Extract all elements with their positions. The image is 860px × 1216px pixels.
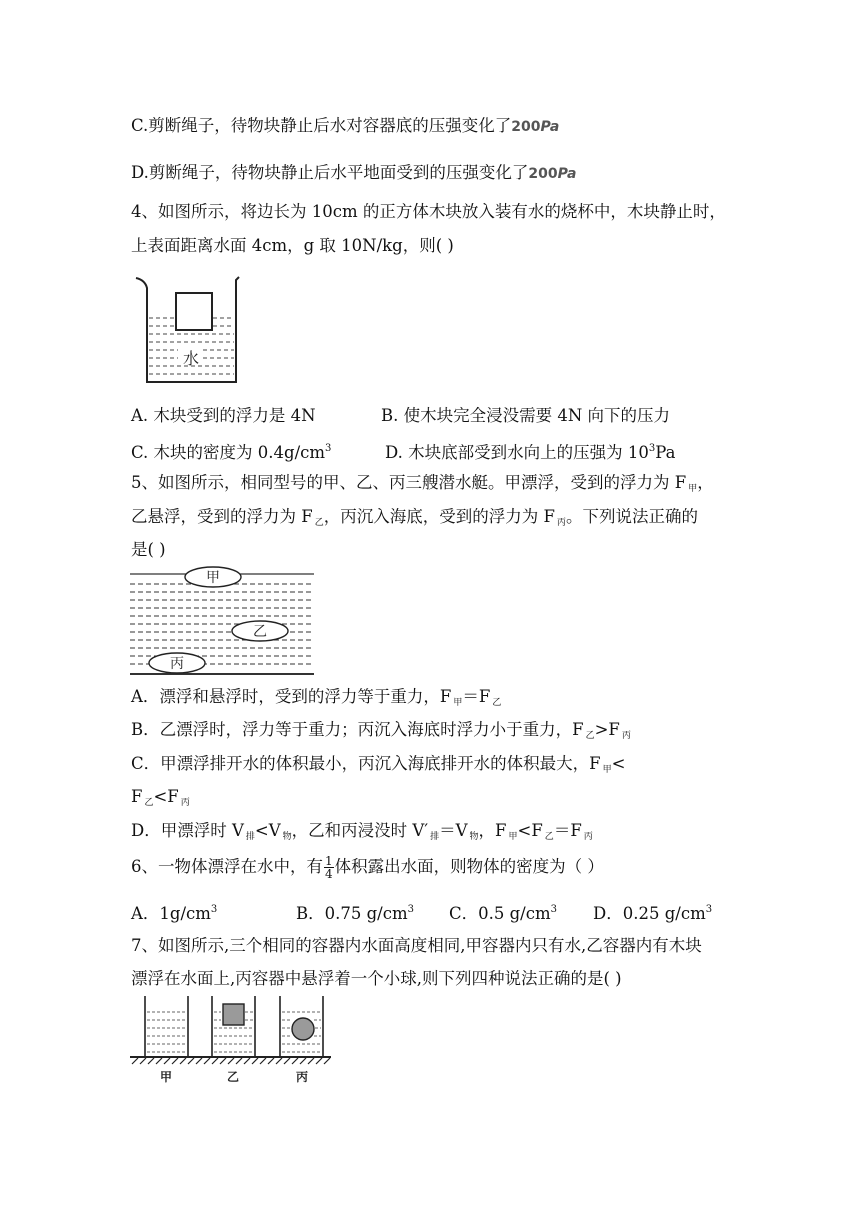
q4-stem-line2: 上表面距离水面 4cm，g 取 10N/kg，则( ) bbox=[131, 236, 454, 255]
q4-figure-water-label: 水 bbox=[183, 349, 200, 368]
q4-options-ab bbox=[131, 404, 671, 428]
q7-figure-yi: 乙 bbox=[226, 1070, 240, 1084]
q3-option-c: C.剪断绳子，待物块静止后水对容器底的压强变化了200Pa bbox=[131, 116, 560, 135]
q7-containers-figure bbox=[128, 994, 333, 1086]
q6-options bbox=[131, 898, 713, 926]
q5-option-d: D．甲漂浮时 V $_排$<V $_物$，乙和丙浸没时 V′ $_排$＝V $_物$，F $_甲$<F $_乙$＝F $_丙$ bbox=[131, 821, 593, 842]
q4-option-d: D. 木块底部受到水向上的压强为 $10^3Pa$ bbox=[385, 443, 676, 462]
q4-option-c: C. 木块的密度为 $0.4g/cm^3$ bbox=[131, 443, 332, 462]
q4-option-b: B. 使木块完全浸没需要 4N 向下的压力 bbox=[381, 406, 671, 425]
q7-figure-bing: 丙 bbox=[295, 1070, 309, 1084]
q5-option-c-line1: C．甲漂浮排开水的体积最小，丙沉入海底排开水的体积最大，F $_甲$< bbox=[131, 754, 626, 775]
q6-fraction: $\frac{1}{4}$ bbox=[325, 854, 333, 881]
q4-options-cd bbox=[131, 437, 676, 465]
q6-option-d: D．0.25 $g/cm^3$ bbox=[593, 904, 713, 923]
q4-beaker-figure bbox=[133, 276, 248, 386]
q5-stem-line2: 乙悬浮，受到的浮力为 F $_乙$，丙沉入海底，受到的浮力为 F $_丙$。下列说法正确的 bbox=[131, 507, 698, 528]
q6-option-b: B．0.75 $g/cm^3$ bbox=[296, 904, 414, 923]
q5-stem-line3: 是( ) bbox=[131, 540, 166, 559]
q6-stem: 6、一物体漂浮在水中，有 $\frac{1}{4}$ 体积露出水面，则物体的密度为（ ） bbox=[131, 854, 604, 881]
q5-figure-jia: 甲 bbox=[206, 570, 220, 586]
q7-stem-line1: 7、如图所示,三个相同的容器内水面高度相同,甲容器内只有水,乙容器内有木块 bbox=[131, 936, 702, 955]
q5-submarine-figure bbox=[130, 566, 316, 678]
q5-option-a: A．漂浮和悬浮时，受到的浮力等于重力，F $_甲$＝F $_乙$ bbox=[131, 687, 502, 708]
q5-stem-line1: 5、如图所示，相同型号的甲、乙、丙三艘潜水艇。甲漂浮，受到的浮力为 F $_甲$， bbox=[131, 473, 714, 494]
q6-option-c: C．0.5 $g/cm^3$ bbox=[449, 904, 557, 923]
q4-stem-line1: 4、如图所示，将边长为 10cm 的正方体木块放入装有水的烧杯中，木块静止时， bbox=[131, 202, 726, 221]
q5-option-b: B．乙漂浮时，浮力等于重力；丙沉入海底时浮力小于重力，F $_乙$>F $_丙$ bbox=[131, 720, 631, 741]
q3-option-c-value-image: 200Pa bbox=[511, 119, 560, 135]
q3-option-d: D.剪断绳子，待物块静止后水平地面受到的压强变化了200Pa bbox=[131, 163, 577, 182]
q7-stem-line2: 漂浮在水面上,丙容器中悬浮着一个小球,则下列四种说法正确的是( ) bbox=[131, 969, 622, 988]
q5-figure-bing: 丙 bbox=[170, 656, 184, 672]
q3-option-d-value-image: 200Pa bbox=[528, 166, 577, 182]
q5-figure-yi: 乙 bbox=[253, 624, 267, 640]
q6-option-a: A．$1g/cm^3$ bbox=[131, 904, 218, 923]
q4-option-a: A. 木块受到的浮力是 4N bbox=[131, 406, 316, 425]
q5-option-c-line2: F $_乙$<F $_丙$ bbox=[131, 787, 190, 808]
q7-figure-jia: 甲 bbox=[159, 1070, 173, 1084]
